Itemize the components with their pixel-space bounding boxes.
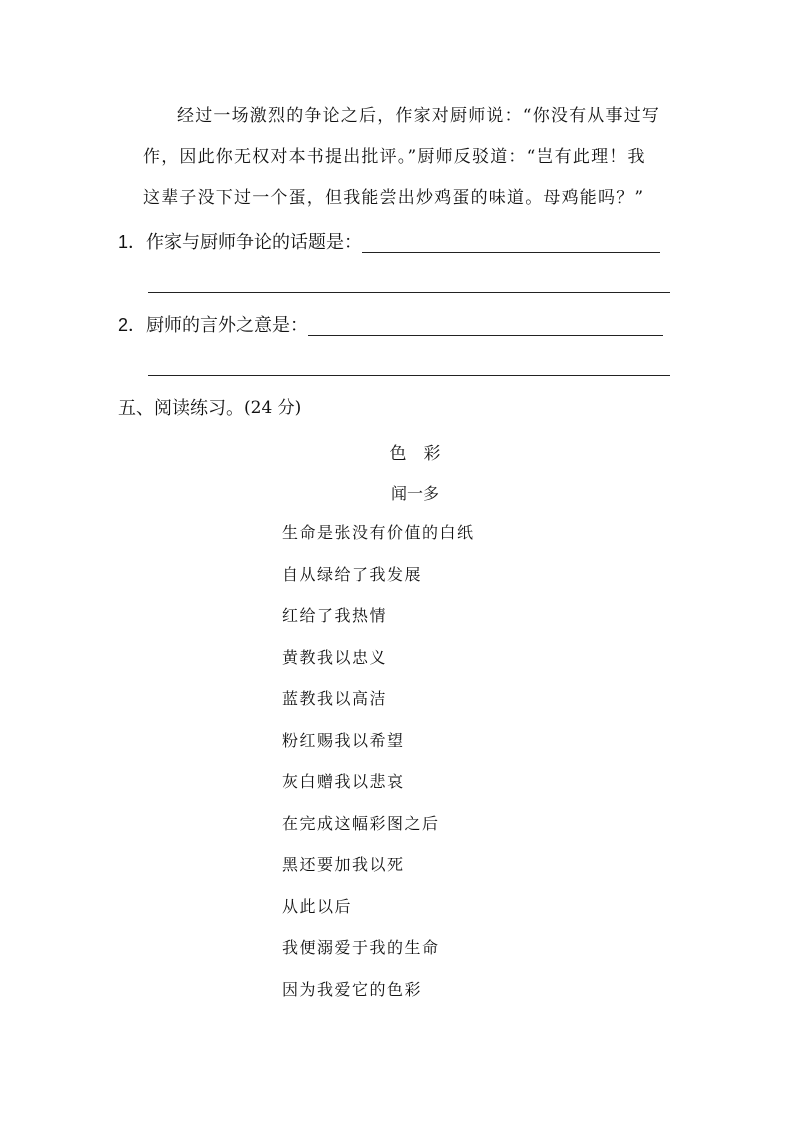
answer-blank-2[interactable] (308, 317, 663, 336)
section-heading (118, 397, 301, 419)
poem-title: 色 彩 (389, 444, 441, 464)
section-heading-text: 五、阅读练习。 (118, 398, 244, 418)
answer-line-1b[interactable] (148, 292, 670, 293)
poem-line: 我便溺爱于我的生命 (282, 938, 440, 957)
poem-line: 生命是张没有价值的白纸 (282, 523, 475, 542)
passage-line-1: 经过一场激烈的争论之后，作家对厨师说：“你没有从事过写 (177, 106, 661, 126)
poem-line: 粉红赐我以希望 (282, 731, 405, 750)
poem-line: 黑还要加我以死 (282, 855, 405, 874)
poem-line: 黄教我以忠义 (282, 648, 388, 667)
poem-line: 在完成这幅彩图之后 (282, 814, 440, 833)
question-1 (118, 231, 660, 253)
poem-line: 蓝教我以高洁 (282, 689, 388, 708)
poem-line: 红给了我热情 (282, 606, 388, 625)
passage-line-2: 作，因此你无权对本书提出批评。”厨师反驳道：“岂有此理！我 (143, 147, 646, 167)
passage-line-3: 这辈子没下过一个蛋，但我能尝出炒鸡蛋的味道。母鸡能吗？” (143, 188, 645, 208)
answer-line-2b[interactable] (148, 375, 670, 376)
poem-line: 自从绿给了我发展 (282, 565, 423, 584)
poem-author: 闻一多 (390, 484, 439, 503)
question-2 (118, 314, 663, 336)
question-1-label: 1．作家与厨师争论的话题是： (118, 232, 363, 252)
answer-blank-1[interactable] (362, 234, 660, 253)
section-score: (24 分) (244, 398, 302, 418)
poem-line: 因为我爱它的色彩 (282, 980, 423, 999)
poem-line: 灰白赠我以悲哀 (282, 772, 405, 791)
question-2-label: 2．厨师的言外之意是： (118, 315, 309, 335)
poem-line: 从此以后 (282, 897, 353, 916)
